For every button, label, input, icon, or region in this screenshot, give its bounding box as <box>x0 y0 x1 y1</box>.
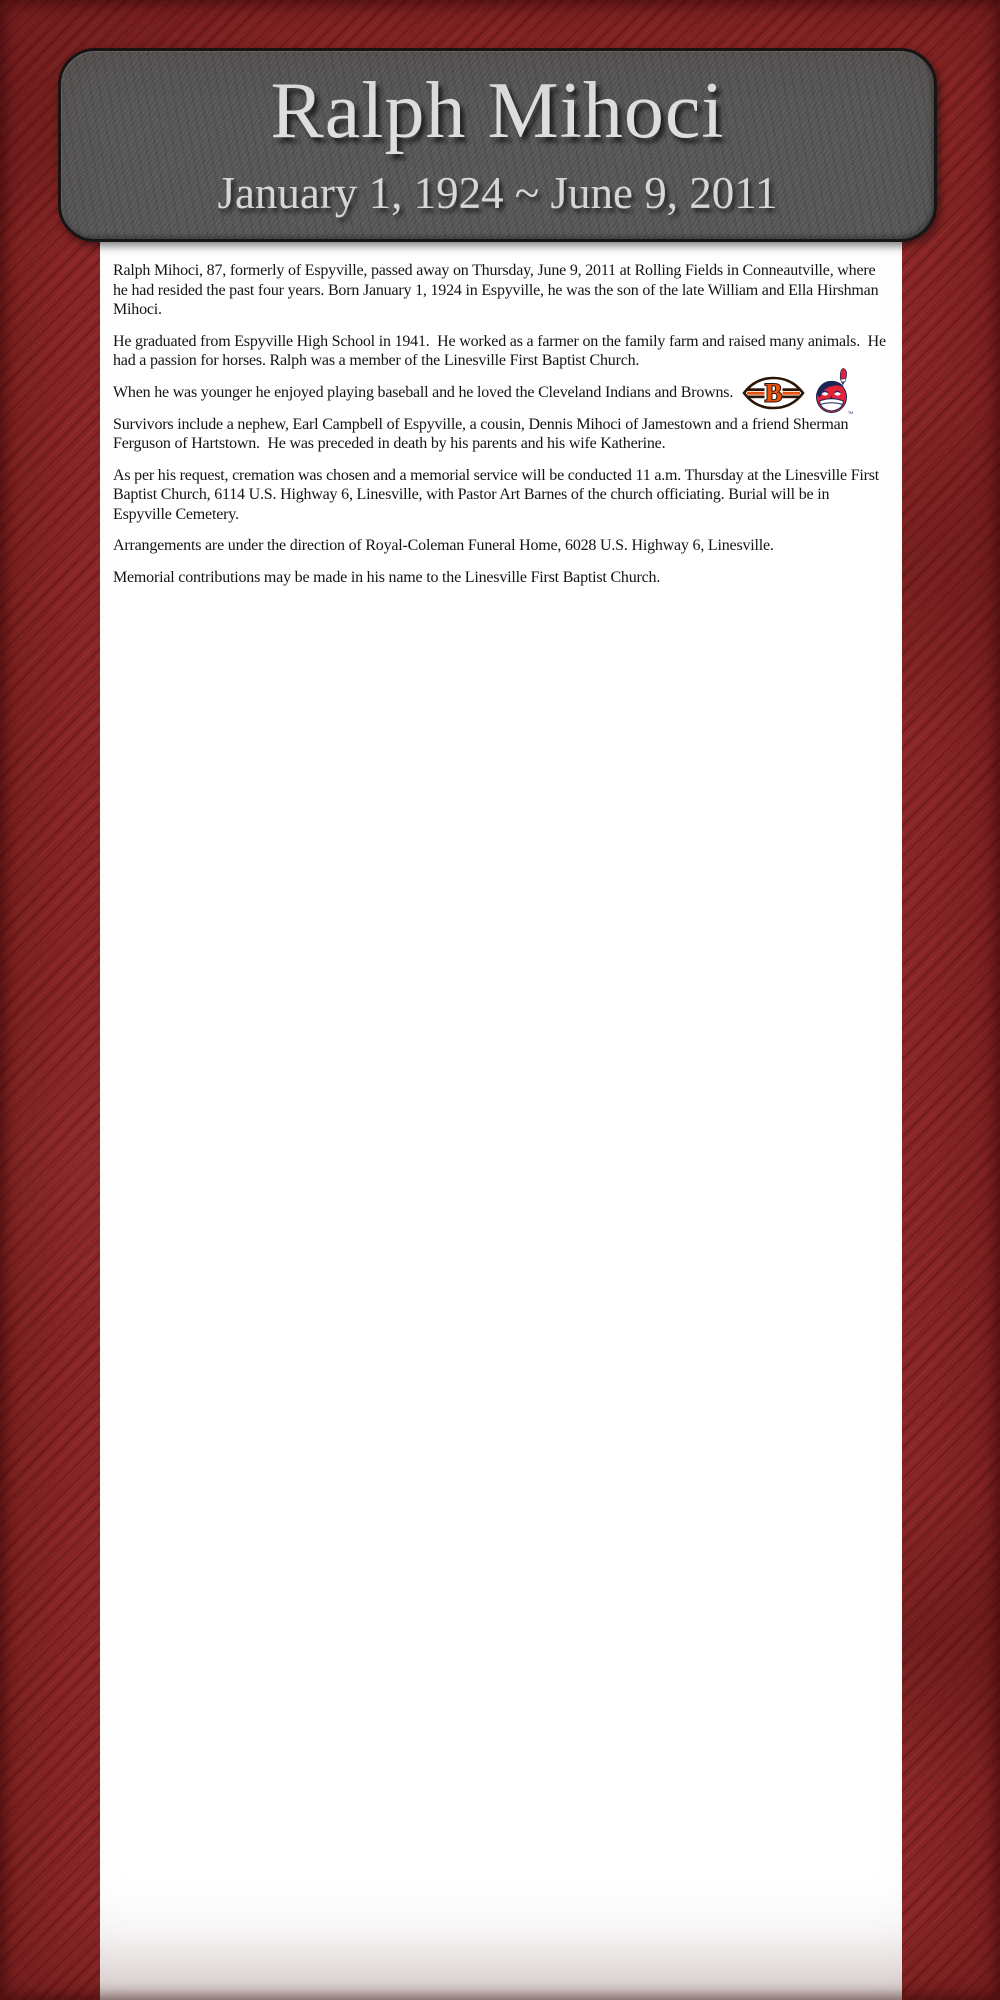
header-plaque <box>58 48 937 242</box>
content-panel <box>100 240 902 2000</box>
life-dates: January 1, 1924 ~ June 9, 2011 <box>217 168 778 218</box>
obituary-paragraph: Memorial contributions may be made in his name to the Linesville First Baptist Church. <box>113 568 661 586</box>
wahoo-tm-label: TM <box>848 410 854 415</box>
obituary-paragraph: Arrangements are under the direction of Royal-Coleman Funeral Home, 6028 U.S. Highway 6, Linesville. <box>113 537 774 555</box>
cleveland-browns-logo <box>742 376 805 410</box>
obituary-paragraph: Ralph Mihoci, 87, formerly of Espyville, passed away on Thursday, June 9, 2011 at Rolling Fields in Conneautville, where he had resided the past four years. Born January 1, 1924 in Espyville, he was the son of the late William and Ella Hirshman Mihoci. <box>113 262 883 318</box>
cleveland-indians-wahoo-logo <box>815 367 853 415</box>
browns-stripe <box>748 395 765 398</box>
browns-stripe <box>783 395 800 398</box>
browns-stripe <box>747 392 765 395</box>
browns-stripe <box>783 388 800 391</box>
browns-stripe <box>783 392 801 395</box>
obituary-paragraph: As per his request, cremation was chosen and a memorial service will be conducted 11 a.m. Thursday at the Linesville First Baptist Church, 6114 U.S. Highway 6, Linesville, with Pastor Art Barnes of the church officiating. Burial will be in Espyville Cemetery. <box>113 466 883 523</box>
obituary-paragraph-text: When he was younger he enjoyed playing baseball and he loved the Cleveland Indians and Browns. <box>113 383 734 401</box>
browns-stripe <box>748 388 765 391</box>
deceased-name: Ralph Mihoci <box>270 67 725 155</box>
obituary-paragraph-with-logos <box>113 378 888 415</box>
browns-letter-b: B <box>765 378 783 408</box>
obituary-paragraph: He graduated from Espyville High School in 1941. He worked as a farmer on the family farm and raised many animals. He had a passion for horses. Ralph was a member of the Linesville First Baptist Church. <box>113 332 890 369</box>
obituary-paragraph: Survivors include a nephew, Earl Campbell of Espyville, a cousin, Dennis Mihoci of Jamestown and a friend Sherman Ferguson of Hartstown. He was preceded in death by his parents and his wife Katherine. <box>113 415 853 453</box>
